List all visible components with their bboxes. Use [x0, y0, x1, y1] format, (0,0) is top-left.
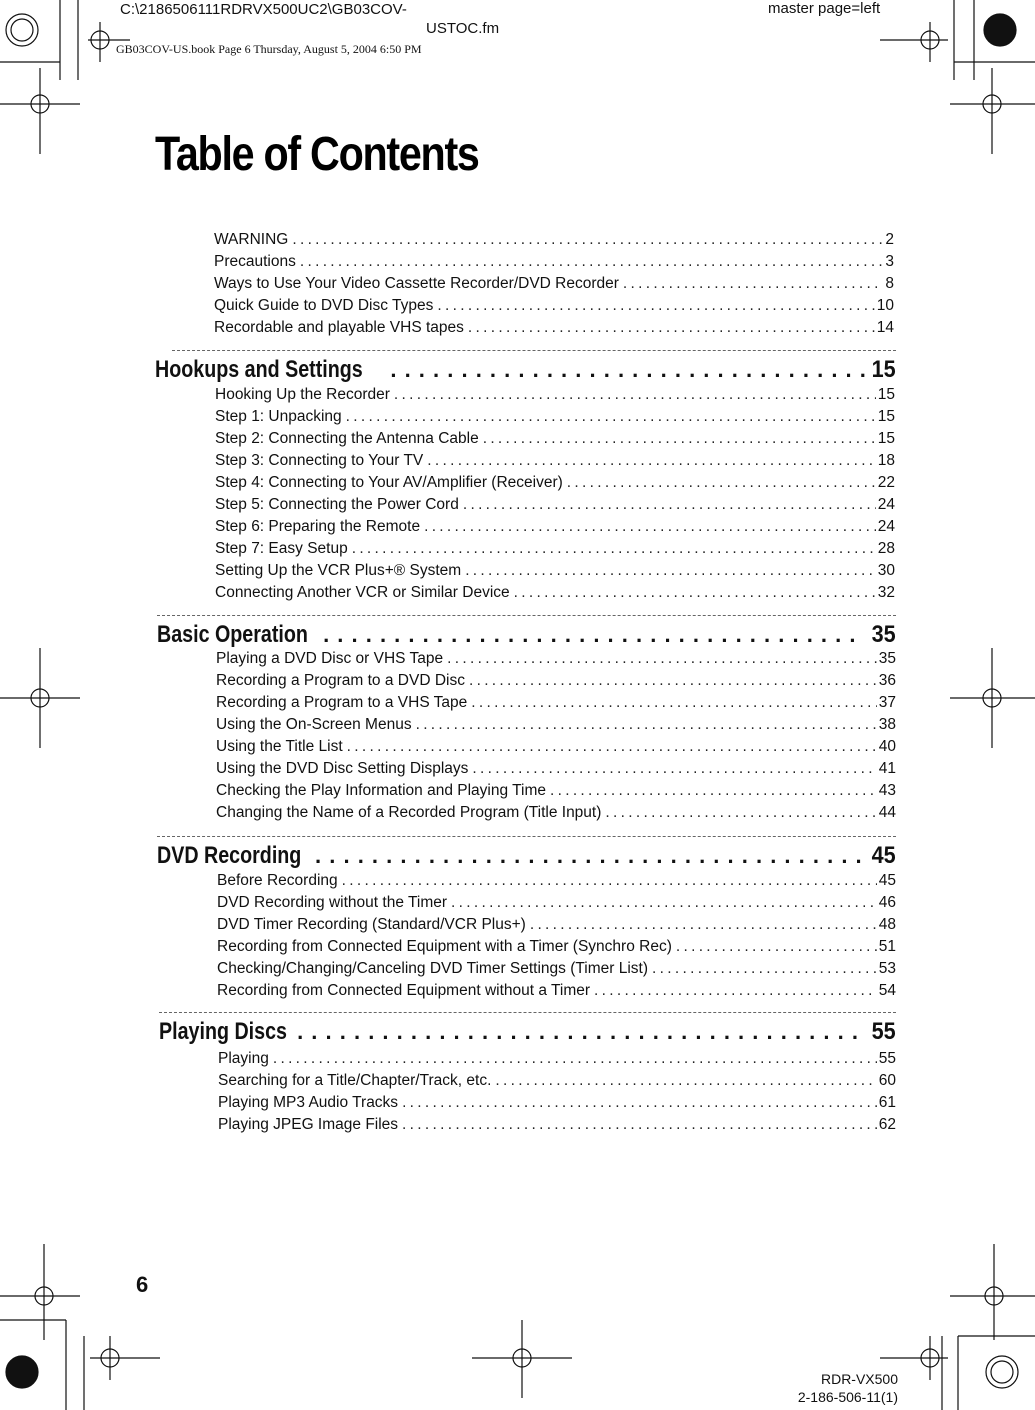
toc-entry-page: 44 — [878, 804, 896, 821]
section-divider — [172, 350, 896, 351]
toc-entry[interactable] — [216, 691, 896, 713]
toc-entry-page: 14 — [876, 319, 894, 336]
toc-entry-label: Playing — [218, 1050, 269, 1067]
toc-entry-page: 46 — [878, 894, 896, 911]
toc-entry-label: Recordable and playable VHS tapes — [214, 319, 464, 336]
toc-entry[interactable] — [216, 713, 896, 735]
section-heading[interactable] — [159, 1016, 896, 1046]
toc-entry-page: 24 — [877, 496, 895, 513]
toc-entry-label: Playing MP3 Audio Tracks — [218, 1094, 399, 1111]
toc-entry[interactable] — [218, 1091, 896, 1113]
toc-entry-page: 55 — [878, 1050, 896, 1067]
toc-entry-label: Before Recording — [217, 872, 338, 889]
toc-entry[interactable] — [215, 537, 895, 559]
toc-entry-page: 62 — [878, 1116, 896, 1133]
toc-entry[interactable] — [214, 316, 894, 338]
section-divider — [157, 836, 896, 837]
book-info: GB03COV-US.book Page 6 Thursday, August 5, 2004 6:50 PM — [116, 42, 422, 56]
section-page: 15 — [871, 356, 896, 383]
toc-entry-page: 45 — [878, 872, 896, 889]
toc-entry-page: 10 — [876, 297, 894, 314]
toc-entry-label: Step 3: Connecting to Your TV — [215, 452, 424, 469]
section-divider — [159, 1012, 896, 1013]
section-title: Hookups and Settings — [155, 356, 363, 383]
toc-entry-label: DVD Timer Recording (Standard/VCR Plus+) — [217, 916, 526, 933]
toc-entry-page: 15 — [877, 408, 895, 425]
master-page-label: master page=left — [768, 0, 881, 17]
toc-entry-page: 2 — [885, 231, 894, 248]
part-number: 2-186-506-11(1) — [797, 1389, 898, 1405]
toc-entry-page: 53 — [878, 960, 896, 977]
toc-entry-page: 8 — [885, 275, 894, 292]
toc-entry-page: 35 — [878, 650, 896, 667]
toc-entry-label: Precautions — [214, 253, 296, 270]
file-path-line1: C:\2186506111RDRVX500UC2\GB03COV- — [120, 1, 407, 18]
toc-entry[interactable] — [214, 228, 894, 250]
toc-entry-label: Playing JPEG Image Files — [218, 1116, 399, 1133]
toc-entry[interactable] — [215, 471, 895, 493]
toc-entry[interactable] — [216, 801, 896, 823]
toc-entry[interactable] — [215, 427, 895, 449]
toc-entry-label: Step 7: Easy Setup — [215, 540, 348, 557]
toc-entry-label: Recording from Connected Equipment without a Timer — [217, 982, 591, 999]
toc-entry[interactable] — [217, 957, 896, 979]
section-divider — [157, 615, 896, 616]
toc-entry-page: 28 — [877, 540, 895, 557]
section-page: 35 — [871, 621, 896, 648]
toc-entry-page: 43 — [878, 782, 896, 799]
toc-entry-label: Step 6: Preparing the Remote — [215, 518, 421, 535]
toc-entry[interactable] — [216, 647, 896, 669]
toc-entry-label: Step 4: Connecting to Your AV/Amplifier (Receiver) — [215, 474, 563, 491]
section-page: 55 — [871, 1018, 896, 1045]
section-heading[interactable] — [157, 619, 896, 649]
toc-entry-label: Searching for a Title/Chapter/Track, etc. — [218, 1072, 492, 1089]
toc-entry-label: Recording a Program to a VHS Tape — [216, 694, 468, 711]
toc-entry-label: Quick Guide to DVD Disc Types — [214, 297, 434, 314]
toc-entry-label: Recording from Connected Equipment with a Timer (Synchro Rec) — [217, 938, 672, 955]
toc-entry-page: 41 — [878, 760, 896, 777]
toc-entry-label: Using the DVD Disc Setting Displays — [216, 760, 469, 777]
toc-entry[interactable] — [214, 294, 894, 316]
toc-entry[interactable] — [217, 935, 896, 957]
toc-entry[interactable] — [218, 1047, 896, 1069]
section-heading[interactable] — [155, 354, 896, 384]
model-number: RDR-VX500 — [820, 1371, 898, 1387]
toc-entry-page: 38 — [878, 716, 896, 733]
toc-entry-label: Playing a DVD Disc or VHS Tape — [216, 650, 444, 667]
toc-entry-page: 18 — [877, 452, 895, 469]
toc-entry[interactable] — [216, 757, 896, 779]
toc-entry-label: Hooking Up the Recorder — [215, 386, 390, 403]
toc-entry[interactable] — [215, 449, 895, 471]
toc-entry-label: DVD Recording without the Timer — [217, 894, 448, 911]
toc-entry-label: Ways to Use Your Video Cassette Recorder/DVD Recorder — [214, 275, 619, 292]
toc-entry-page: 24 — [877, 518, 895, 535]
section-heading[interactable] — [157, 840, 896, 870]
toc-entry[interactable] — [217, 913, 896, 935]
toc-entry[interactable] — [215, 493, 895, 515]
toc-entry[interactable] — [218, 1113, 896, 1135]
toc-entry-page: 54 — [878, 982, 896, 999]
toc-entry-page: 3 — [885, 253, 894, 270]
toc-entry-label: Changing the Name of a Recorded Program (Title Input) — [216, 804, 602, 821]
file-path-line2: USTOC.fm — [426, 20, 500, 37]
page-number: 6 — [136, 1272, 149, 1297]
toc-entry-label: Setting Up the VCR Plus+® System — [215, 562, 462, 579]
toc-entry-page: 30 — [877, 562, 895, 579]
toc-entry[interactable] — [217, 979, 896, 1001]
toc-entry-page: 36 — [878, 672, 896, 689]
toc-entry-page: 22 — [877, 474, 895, 491]
section-title: Playing Discs — [159, 1018, 287, 1045]
toc-entry[interactable] — [215, 383, 895, 405]
toc-entry-label: Recording a Program to a DVD Disc — [216, 672, 465, 689]
page-title: Table of Contents — [155, 128, 479, 181]
toc-entry-label: Using the Title List — [216, 738, 343, 755]
toc-entry[interactable] — [216, 779, 896, 801]
toc-entry-label: Checking/Changing/Canceling DVD Timer Settings (Timer List) — [217, 960, 649, 977]
toc-entry[interactable] — [215, 405, 895, 427]
toc-entry[interactable] — [214, 250, 894, 272]
toc-entry-page: 51 — [878, 938, 896, 955]
section-title: Basic Operation — [157, 621, 308, 648]
toc-entry-page: 60 — [878, 1072, 896, 1089]
toc-entry[interactable] — [215, 515, 895, 537]
section-title: DVD Recording — [157, 842, 302, 869]
section-page: 45 — [871, 842, 896, 869]
toc-entry-page: 40 — [878, 738, 896, 755]
toc-entry[interactable] — [217, 869, 896, 891]
toc-entry-label: Step 5: Connecting the Power Cord — [215, 496, 459, 513]
toc-entry-page: 37 — [878, 694, 896, 711]
toc-entry-label: Checking the Play Information and Playing Time — [216, 782, 546, 799]
toc-entry-label: Step 1: Unpacking — [215, 408, 342, 425]
toc-entry-page: 32 — [877, 584, 895, 601]
toc-entry[interactable] — [218, 1069, 896, 1091]
toc-entry-page: 61 — [878, 1094, 896, 1111]
toc-entry-label: WARNING — [214, 231, 289, 248]
toc-entry-page: 15 — [877, 430, 895, 447]
toc-entry-label: Step 2: Connecting the Antenna Cable — [215, 430, 479, 447]
model-info — [780, 1370, 898, 1406]
toc-entry[interactable] — [215, 559, 895, 581]
toc-entry[interactable] — [214, 272, 894, 294]
toc-entry[interactable] — [217, 891, 896, 913]
toc-entry[interactable] — [216, 669, 896, 691]
toc-entry-page: 48 — [878, 916, 896, 933]
toc-entry-label: Using the On-Screen Menus — [216, 716, 412, 733]
toc-entry[interactable] — [216, 735, 896, 757]
toc-entry[interactable] — [215, 581, 895, 603]
toc-entry-label: Connecting Another VCR or Similar Device — [215, 584, 510, 601]
toc-entry-page: 15 — [877, 386, 895, 403]
